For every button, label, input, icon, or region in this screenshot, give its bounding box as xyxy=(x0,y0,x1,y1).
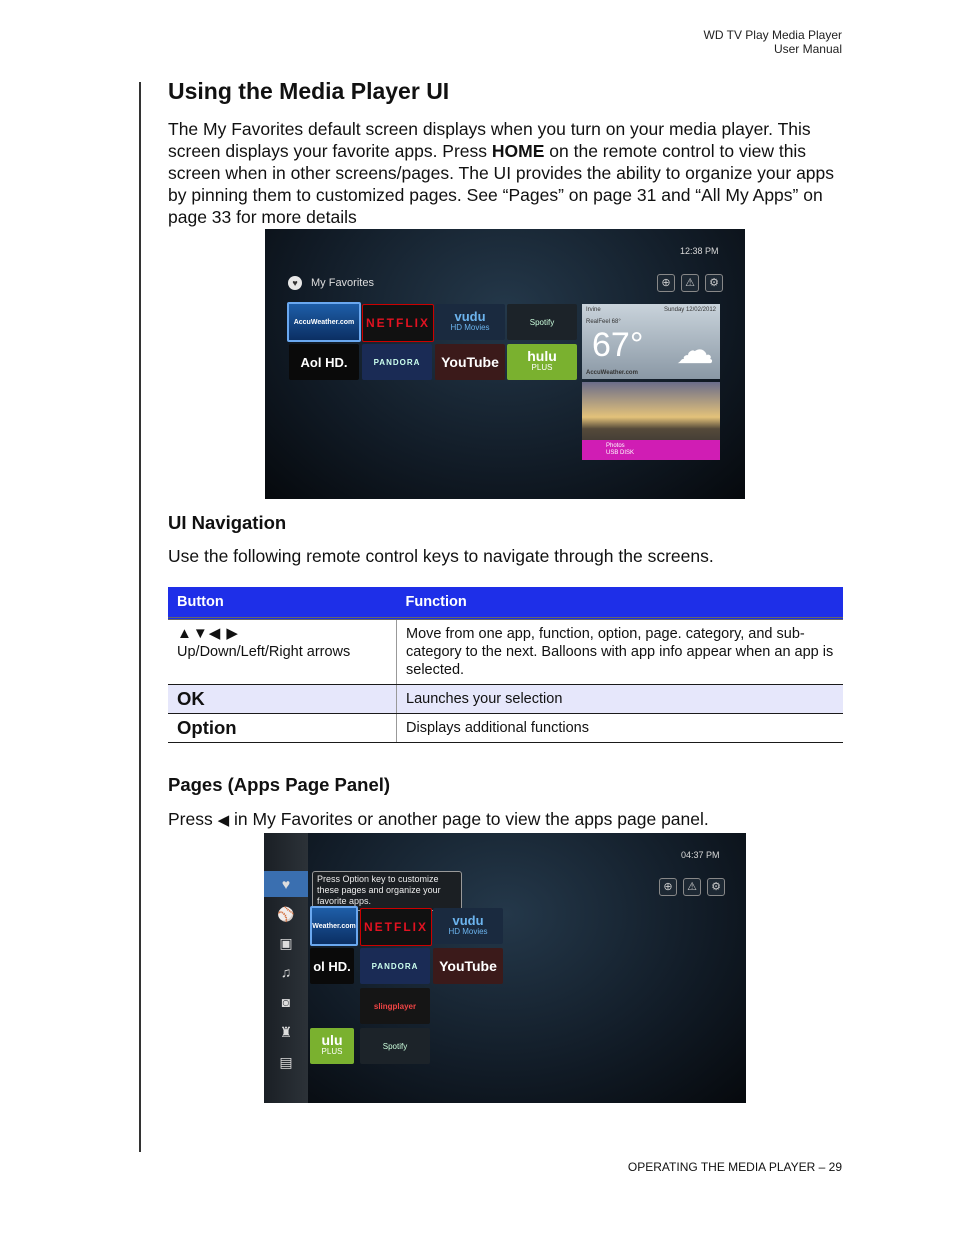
app-tile: Spotify xyxy=(360,1028,430,1064)
arrow-keys-icon: ▲▼◀ ▶ xyxy=(177,625,239,642)
nav-heading: UI Navigation xyxy=(168,512,287,533)
weather-date: Sunday 12/02/2012 xyxy=(663,307,716,313)
photo-source-bar xyxy=(582,440,720,460)
column-header: Button xyxy=(168,587,397,619)
pages-heading: Pages (Apps Page Panel) xyxy=(168,774,391,795)
table-row xyxy=(168,619,843,685)
column-header: Function xyxy=(397,587,844,619)
photo-source: USB DISK xyxy=(606,450,635,456)
heart-icon: ♥ xyxy=(288,276,302,290)
app-tile: Aol HD. xyxy=(289,344,359,380)
pages-text-1: Press xyxy=(168,809,218,829)
table-row xyxy=(168,714,843,743)
key-cell: OK xyxy=(168,685,397,714)
sports-page-icon: ⚾ xyxy=(277,906,295,922)
photo-label: Photos xyxy=(606,443,625,449)
weather-realfeel: RealFeel 68° xyxy=(586,319,621,325)
app-tile: slingplayer xyxy=(360,988,430,1024)
my-favorites-screenshot xyxy=(265,229,745,499)
news-page-icon: ▤ xyxy=(279,1054,293,1070)
app-tile xyxy=(310,1028,354,1064)
vudu-logo: vudu xyxy=(454,309,486,324)
table-header-row xyxy=(168,587,843,619)
clock: 12:38 PM xyxy=(680,246,719,256)
key-cell: Option xyxy=(168,714,397,743)
key-label: Up/Down/Left/Right arrows xyxy=(177,644,351,660)
app-tile: ol HD. xyxy=(310,948,354,984)
hulu-sub: PLUS xyxy=(531,363,553,372)
globe-icon: ⊕ xyxy=(659,878,677,896)
photo-widget xyxy=(582,382,720,460)
app-tile: AccuWeather.com xyxy=(287,302,361,342)
app-tile: Weather.com xyxy=(310,906,358,946)
favorites-page-icon: ♥ xyxy=(264,871,308,897)
globe-icon: ⊕ xyxy=(657,274,675,292)
tooltip: Press Option key to customize these pages and organize your favorite apps. xyxy=(312,871,462,911)
hulu-logo: ulu xyxy=(321,1032,343,1048)
left-arrow-icon: ◀ xyxy=(217,812,230,829)
apps-page-panel-screenshot xyxy=(264,833,746,1103)
clock: 04:37 PM xyxy=(681,850,720,860)
app-tile xyxy=(435,304,505,340)
function-cell: Displays additional functions xyxy=(397,714,844,743)
app-tile: Spotify xyxy=(507,304,577,340)
music-page-icon: ♫ xyxy=(280,964,292,980)
key-cell xyxy=(168,619,397,685)
tv-page-icon: ▣ xyxy=(279,935,293,951)
games-page-icon: ♜ xyxy=(279,1024,293,1040)
margin-rule xyxy=(139,82,141,1152)
cloud-icon: ☁ xyxy=(676,330,714,372)
app-tile xyxy=(433,908,503,944)
app-tile: NETFLIX xyxy=(362,304,434,342)
hulu-logo: hulu xyxy=(527,348,557,364)
favorites-label: My Favorites xyxy=(311,277,374,289)
pages-text-2: in My Favorites or another page to view the apps page panel. xyxy=(229,809,709,829)
header-manual: User Manual xyxy=(773,42,842,56)
weather-place: Irvine xyxy=(586,307,601,313)
app-tile: PANDORA xyxy=(362,344,432,380)
navigation-table xyxy=(168,587,843,743)
intro-home-key: HOME xyxy=(491,141,545,161)
app-tile: NETFLIX xyxy=(360,908,432,946)
weather-widget xyxy=(582,304,720,379)
camera-page-icon: ◙ xyxy=(281,994,291,1010)
pages-paragraph xyxy=(168,808,709,832)
intro-paragraph xyxy=(168,118,848,228)
warning-icon: ⚠ xyxy=(683,878,701,896)
vudu-logo: vudu xyxy=(452,913,484,928)
weather-brand: AccuWeather.com xyxy=(586,370,638,376)
warning-icon: ⚠ xyxy=(681,274,699,292)
gear-icon: ⚙ xyxy=(705,274,723,292)
vudu-sub: HD Movies xyxy=(448,927,488,936)
function-cell: Move from one app, function, option, page. category, and sub-category to the next. Balloons with app info appear when an app is selected. xyxy=(397,619,844,685)
page-footer: OPERATING THE MEDIA PLAYER – 29 xyxy=(627,1160,842,1174)
apps-page-sidebar xyxy=(264,833,308,1103)
table-row xyxy=(168,685,843,714)
intro-text-2: on the remote control to view this screen when in other screens/pages. The UI provides the ability to organize your apps by pinning them to customized pages. See “Pages” on page 31 and “All My Apps” on page 33 for more details xyxy=(168,141,835,227)
vudu-sub: HD Movies xyxy=(450,323,490,332)
header-product: WD TV Play Media Player xyxy=(703,28,842,42)
app-tile xyxy=(507,344,577,380)
function-cell: Launches your selection xyxy=(397,685,844,714)
running-header xyxy=(704,28,843,56)
app-tile: YouTube xyxy=(435,344,505,380)
weather-temp: 67° xyxy=(592,326,644,364)
app-tile: PANDORA xyxy=(360,948,430,984)
page-title: Using the Media Player UI xyxy=(168,78,450,104)
intro-text-1: The My Favorites default screen displays when you turn on your media player. This screen displays your favorite apps. Press xyxy=(168,119,811,161)
app-tile: YouTube xyxy=(433,948,503,984)
nav-intro: Use the following remote control keys to navigate through the screens. xyxy=(168,546,714,566)
gear-icon: ⚙ xyxy=(707,878,725,896)
hulu-sub: PLUS xyxy=(321,1047,343,1056)
